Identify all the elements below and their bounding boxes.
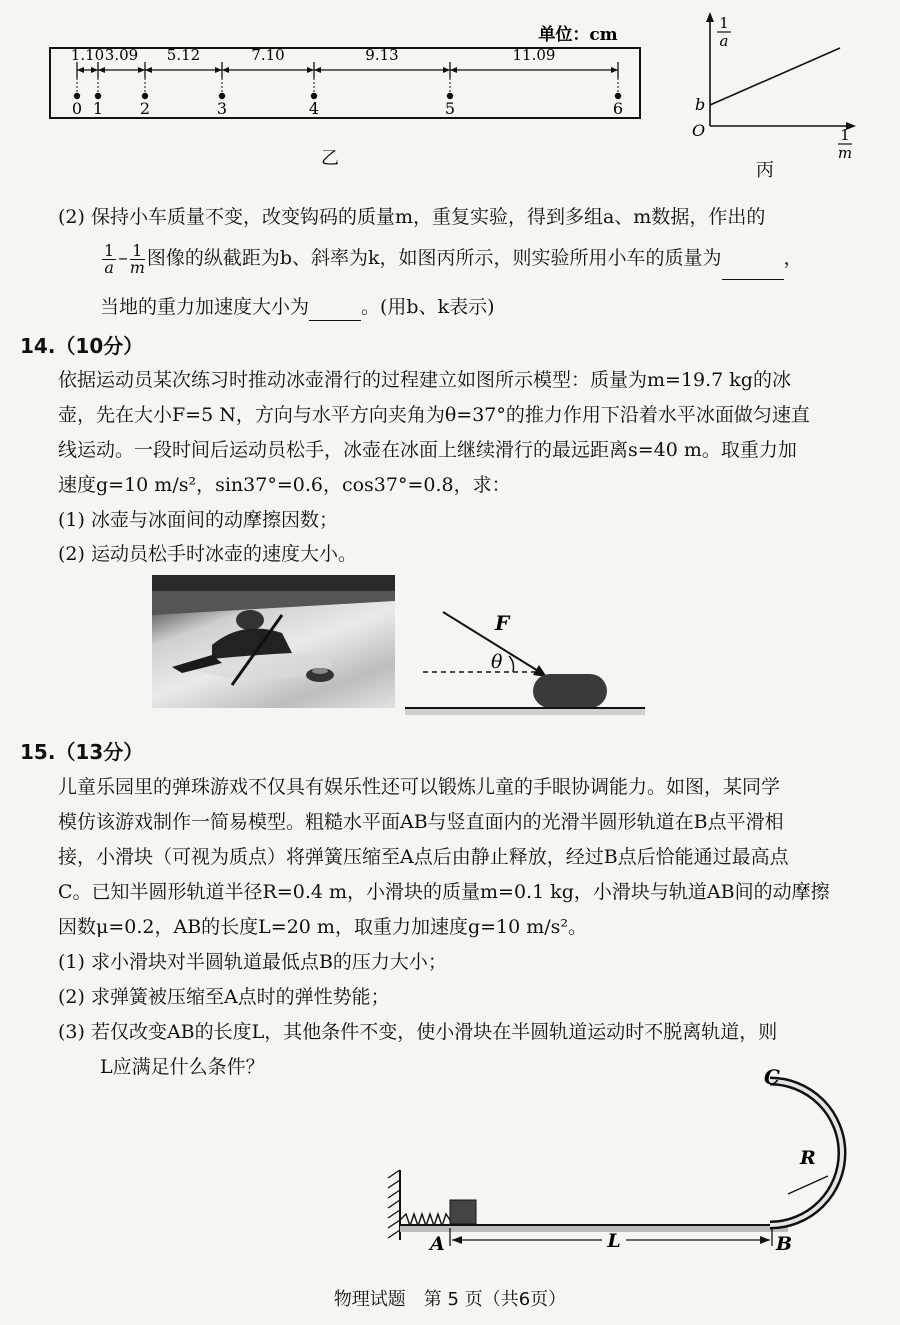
q15-heading: 15.（13分）: [20, 740, 144, 764]
dimension-arrow: [443, 67, 450, 73]
point-label: 3: [216, 99, 228, 118]
q15-sub3: (3) 若仅改变AB的长度L，其他条件不变，使小滑块在半圆轨道运动时不脱离轨道，则: [58, 1021, 778, 1043]
label-R: R: [800, 1147, 816, 1169]
y-label-num: 1: [719, 14, 729, 32]
q15-line: 模仿该游戏制作一简易模型。粗糙水平面AB与竖直面内的光滑半圆形轨道在B点平滑相: [58, 811, 784, 833]
q13-2-line3: 当地的重力加速度大小为 。(用b、k表示): [100, 293, 495, 321]
radius-line-visible: [788, 1176, 828, 1194]
dimension-arrow: [145, 67, 152, 73]
q15-line: 因数μ=0.2，AB的长度L=20 m，取重力加速度g=10 m/s²。: [58, 916, 588, 938]
q15-line: 儿童乐园里的弹珠游戏不仅具有娱乐性还可以锻炼儿童的手眼协调能力。如图，某同学: [58, 776, 781, 798]
fraction-dash: –: [118, 247, 128, 269]
dimension-arrow-left: [452, 1236, 462, 1244]
segment-length-label: 7.10: [251, 46, 285, 64]
wall-hatch: [388, 1170, 400, 1238]
tape-points: [72, 78, 623, 118]
point-label: 6: [612, 99, 624, 118]
graph-line: [710, 48, 840, 105]
dimension-arrow: [222, 67, 229, 73]
tape-figure: [40, 18, 650, 178]
dimension-arrow: [138, 67, 145, 73]
point-label: 2: [139, 99, 151, 118]
point-label: 1: [92, 99, 104, 118]
curling-stone: [533, 674, 607, 708]
intercept-label: b: [695, 95, 706, 114]
fraction-1-over-m: $\frac{1}{m}$: [129, 240, 145, 277]
dimension-arrow: [314, 67, 321, 73]
curling-force-diagram: [405, 590, 645, 725]
angle-arc: [509, 656, 514, 672]
segment-length-label: 5.12: [166, 46, 201, 64]
track-diagram: [370, 1060, 890, 1260]
page-footer: 物理试题 第 5 页（共6页）: [333, 1289, 567, 1310]
slider-block: [450, 1200, 476, 1224]
x-label-num: 1: [840, 126, 850, 144]
q14-line: 壶，先在大小F=5 N，方向与水平方向夹角为θ=37°的推力作用下沿着水平冰面做匀速直: [58, 404, 810, 426]
point-label: 0: [71, 99, 83, 118]
q13-2-line1: (2) 保持小车质量不变，改变钩码的质量m，重复实验，得到多组a、m数据，作出的: [58, 206, 766, 228]
tape-unit-label: 单位：cm: [538, 25, 618, 45]
force-label: F: [495, 611, 510, 635]
dimension-arrow: [307, 67, 314, 73]
ground-band: [400, 1226, 788, 1232]
segment-length-label: 9.13: [365, 46, 399, 64]
y-axis-arrow: [706, 12, 714, 22]
point-label: 5: [444, 99, 456, 118]
q14-sub2: (2) 运动员松手时冰壶的速度大小。: [58, 543, 357, 565]
graph-figure: [690, 8, 870, 183]
q15-sub2: (2) 求弹簧被压缩至A点时的弹性势能；: [58, 986, 390, 1008]
graph-caption: 丙: [756, 160, 774, 181]
segment-length-label: 1.10: [70, 46, 105, 64]
q15-sub3-cont: L应满足什么条件？: [100, 1056, 265, 1078]
q14-heading: 14.（10分）: [20, 334, 144, 358]
fraction-1-over-a: $\frac{1}{a}$: [104, 240, 115, 277]
curling-photo-art: [152, 575, 395, 708]
q14-sub1: (1) 冰壶与冰面间的动摩擦因数；: [58, 509, 338, 531]
dimension-arrow-right: [760, 1236, 770, 1244]
curling-photo: [152, 575, 395, 708]
label-C: C: [764, 1065, 780, 1089]
dimension-arrow: [77, 67, 84, 73]
dimension-arrow: [611, 67, 618, 73]
origin-label: O: [692, 121, 706, 140]
y-label-den: a: [719, 32, 729, 50]
dimension-arrow: [91, 67, 98, 73]
q15-line: C。已知半圆形轨道半径R=0.4 m，小滑块的质量m=0.1 kg，小滑块与轨道AB间的动摩擦: [58, 881, 830, 903]
label-L: L: [607, 1230, 621, 1252]
tape-dimensions: [71, 46, 618, 78]
q14-line: 速度g=10 m/s²，sin37°=0.6，cos37°=0.8，求：: [58, 474, 511, 496]
q14-line: 依据运动员某次练习时推动冰壶滑行的过程建立如图所示模型：质量为m=19.7 kg的冰: [58, 369, 791, 391]
dimension-arrow: [98, 67, 105, 73]
q15-line: 接，小滑块（可视为质点）将弹簧压缩至A点后由静止释放，经过B点后恰能通过最高点: [58, 846, 789, 868]
dimension-arrow: [450, 67, 457, 73]
segment-length-label: 3.09: [104, 46, 139, 64]
dimension-arrow: [215, 67, 222, 73]
x-label-den: m: [837, 144, 853, 162]
q15-sub1: (1) 求小滑块对半圆轨道最低点B的压力大小；: [58, 951, 447, 973]
point-label: 4: [308, 99, 320, 118]
label-B: B: [776, 1233, 793, 1255]
angle-label: θ: [491, 651, 503, 673]
answer-blank-mass[interactable]: [722, 259, 784, 280]
segment-length-label: 11.09: [512, 46, 556, 64]
q13-2-line2: $\frac{1}{a}$ – $\frac{1}{m}$ 图像的纵截距为b、斜率为k，如图丙所示，则实验所用小车的质量为 ，: [100, 236, 803, 280]
ice-hatch: [405, 709, 645, 715]
label-A: A: [430, 1233, 445, 1255]
tape-caption: 乙: [321, 148, 339, 169]
q14-line: 线运动。一段时间后运动员松手，冰壶在冰面上继续滑行的最远距离s=40 m。取重力加: [58, 439, 797, 461]
answer-blank-gravity[interactable]: [309, 300, 361, 321]
